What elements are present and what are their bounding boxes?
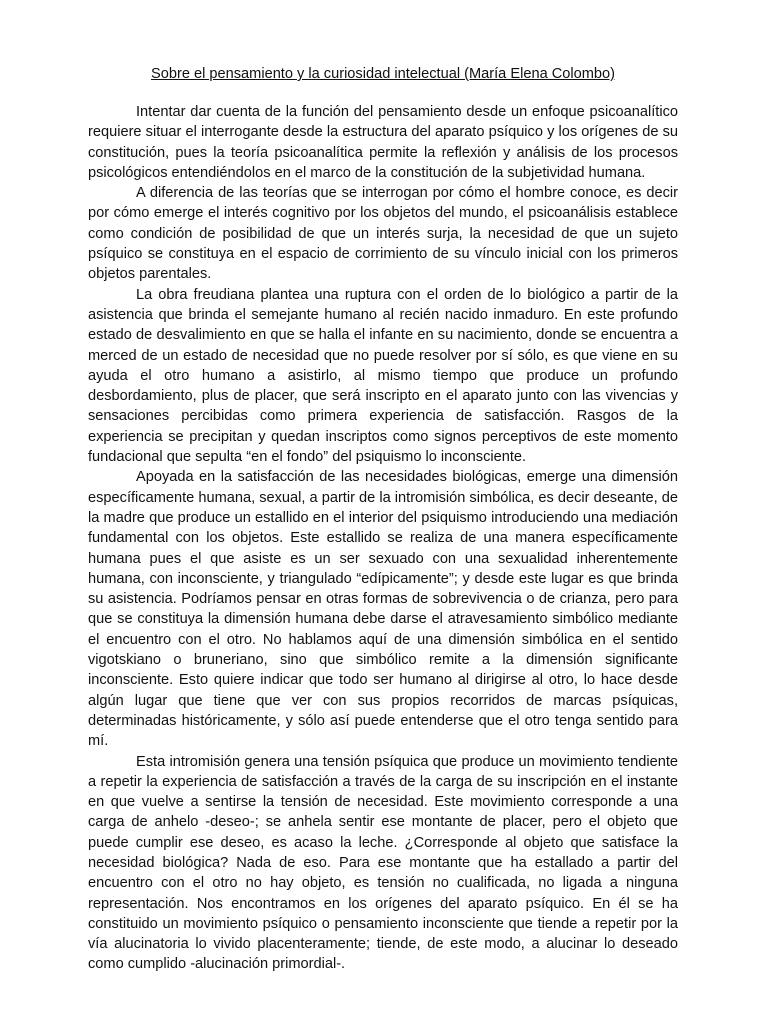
paragraph-2: A diferencia de las teorías que se interrogan por cómo el hombre conoce, es decir por cómo emerge el interés cognitivo por los objetos del mundo, el psicoanálisis establece como condición de posibilidad de que un interés surja, la necesidad de que un sujeto psíquico se constituya en el espacio de corrimiento de su vínculo inicial con los primeros objetos parentales. — [88, 185, 678, 283]
paragraph-1: Intentar dar cuenta de la función del pensamiento desde un enfoque psicoanalítico requiere situar el interrogante desde la estructura del aparato psíquico y los orígenes de su constitución, pues la teoría psicoanalítica permite la reflexión y análisis de los procesos psicológicos entendiéndolos en el marco de la constitución de la subjetividad humana. — [88, 104, 678, 181]
document-title: Sobre el pensamiento y la curiosidad intelectual (María Elena Colombo) — [151, 66, 615, 82]
paragraph-5: Esta intromisión genera una tensión psíquica que produce un movimiento tendiente a repetir la experiencia de satisfacción a través de la carga de su inscripción en el instante en que vuelve a sentirse la tensión de necesidad. Este movimiento corresponde a una carga de anhelo -deseo-; se anhela sentir ese montante de placer, pero el objeto que puede cumplir ese deseo, es acaso la leche. ¿Corresponde al objeto que satisface la necesidad biológica? Nada de eso. Para ese montante que ha estallado a partir del encuentro con el otro no hay objeto, es tensión no cualificada, no ligada a ninguna representación. Nos encontramos en los orígenes del aparato psíquico. En él se ha constituido un movimiento psíquico o pensamiento inconsciente que tiende a repetir por la vía alucinatoria lo vivido placenteramente; tiende, de este modo, a alucinar lo deseado como cumplido -alucinación primordial-. — [88, 753, 678, 973]
paragraph-4: Apoyada en la satisfacción de las necesidades biológicas, emerge una dimensión específicamente humana, sexual, a partir de la intromisión simbólica, es decir deseante, de la madre que produce un estallido en el interior del psiquismo introduciendo una mediación fundamental con los objetos. Este estallido se realiza de una manera específicamente humana pues el que asiste es un ser sexuado con una sexualidad inherentemente humana, con inconsciente, y triangulado “edípicamente”; y desde este lugar es que brinda su asistencia. Podríamos pensar en otras formas de sobrevivencia o de crianza, pero para que se constituya la dimensión humana debe darse el atravesamiento simbólico mediante el encuentro con el otro. No hablamos aquí de una dimensión simbólica en el sentido vigotskiano o bruneriano, sino que simbólico remite a la dimensión significante inconsciente. Esto quiere indicar que todo ser humano al dirigirse al otro, lo hace desde algún lugar que tiene que ver con sus propios recorridos de marcas psíquicas, determinadas históricamente, y sólo así puede entenderse que el otro tenga sentido para mí. — [88, 469, 678, 750]
paragraph-3: La obra freudiana plantea una ruptura con el orden de lo biológico a partir de la asistencia que brinda el semejante humano al recién nacido inmaduro. En este profundo estado de desvalimiento en que se halla el infante en su nacimiento, donde se encuentra a merced de un estado de necesidad que no puede resolver por sí sólo, es que viene en su ayuda el otro humano a asistirlo, al mismo tiempo que produce un profundo desbordamiento, plus de placer, que será inscripto en el aparato junto con las vivencias y sensaciones percibidas como primera experiencia de satisfacción. Rasgos de la experiencia se precipitan y quedan inscriptos como signos perceptivos de este momento fundacional que sepulta “en el fondo” del psiquismo lo inconsciente. — [88, 286, 678, 466]
document-page — [88, 64, 678, 975]
